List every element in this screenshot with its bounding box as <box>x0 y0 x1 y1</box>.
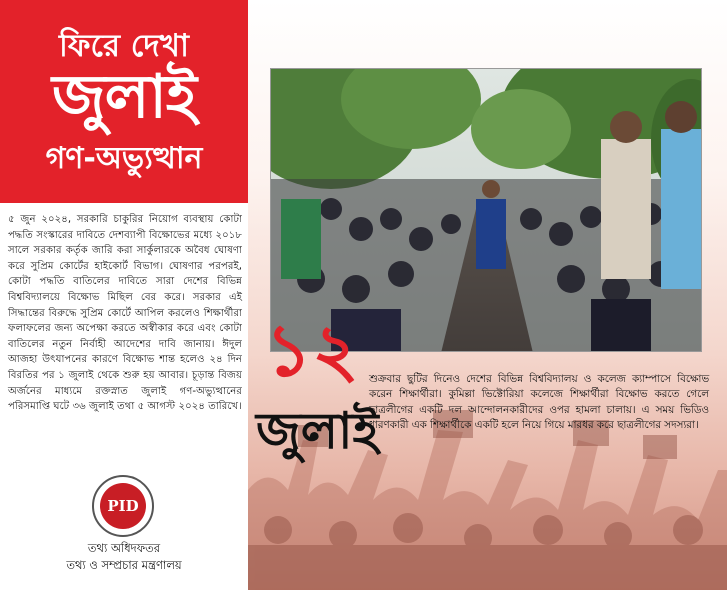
footer-ministry: তথ্য ও সম্প্রচার মন্ত্রণালয় <box>66 558 182 572</box>
left-column <box>0 0 248 590</box>
title-top: ফিরে দেখা <box>58 28 190 64</box>
title-sub: গণ-অভ্যুত্থান <box>45 141 203 176</box>
date-day: ১২ <box>265 308 359 392</box>
title-block <box>0 0 248 203</box>
logo-seal <box>100 483 146 529</box>
logo-text: PID <box>107 497 139 515</box>
pid-logo-icon <box>92 475 154 537</box>
photo-caption: শুক্রবার ছুটির দিনেও দেশের বিভিন্ন বিশ্ববিদ্যালয় ও কলেজ ক্যাম্পাসে বিক্ষোভ করেন শিক্ষার্থীরা। কুমিল্লা ভিক্টোরিয়া কলেজে শিক্ষার্থীরা বিক্ষোভ করতে গেলে ছাত্রলীগের একটি দল আন্দোলনকারীদের ওপর হামলা চালায়। এ সময় ভিডিও ধারণকারী এক শিক্ষার্থীকে একটি হলে নিয়ে গিয়ে মারধর করে ছাত্রলীগের সদস্যরা। <box>369 373 709 431</box>
footer-department: তথ্য অধিদফতর <box>87 541 161 555</box>
date-month: জুলাই <box>256 402 379 460</box>
body-text: ৫ জুন ২০২৪, সরকারি চাকুরির নিয়োগ ব্যবস্থায় কোটা পদ্ধতি সংস্কারের দাবিতে দেশব্যাপী বিক্ষোভের মধ্যে ২০১৮ সালে সরকার কর্তৃক জারি করা সার্কুলারকে অবৈধ ঘোষণা করে সুপ্রিম কোর্টের হাইকোর্ট বিভাগ। ঘোষণার পরপরই, কোটা পদ্ধতি বাতিলের দাবিতে সারা দেশের বিভিন্ন বিশ্ববিদ্যালয়ে বিক্ষোভ মিছিল বের করে। সরকার এই সিদ্ধান্তের বিরুদ্ধে সুপ্রিম কোর্টে আপিল করলেও শিক্ষার্থীরা ফলাফলের জন্য অপেক্ষা করতে অস্বীকার করে এবং কোটা বাতিলের নতুন নির্বাহী আদেশের দাবি জানায়। ঈদুল আজহা উৎযাপনের কারণে বিক্ষোভ শান্ত হলেও ২৪ দিন বিরতির পর ১ জুলাই থেকে শুরু হয় আবার। চূড়ান্ত বিজয় অর্জনের মাধ্যমে রক্তস্নাত জুলাই গণ-অভ্যুত্থানের পরিসমাপ্তি ঘটে ৩৬ জুলাই তথা ৫ আগস্ট ২০২৪ তারিখে। <box>8 214 242 413</box>
title-main: জুলাই <box>52 62 196 132</box>
